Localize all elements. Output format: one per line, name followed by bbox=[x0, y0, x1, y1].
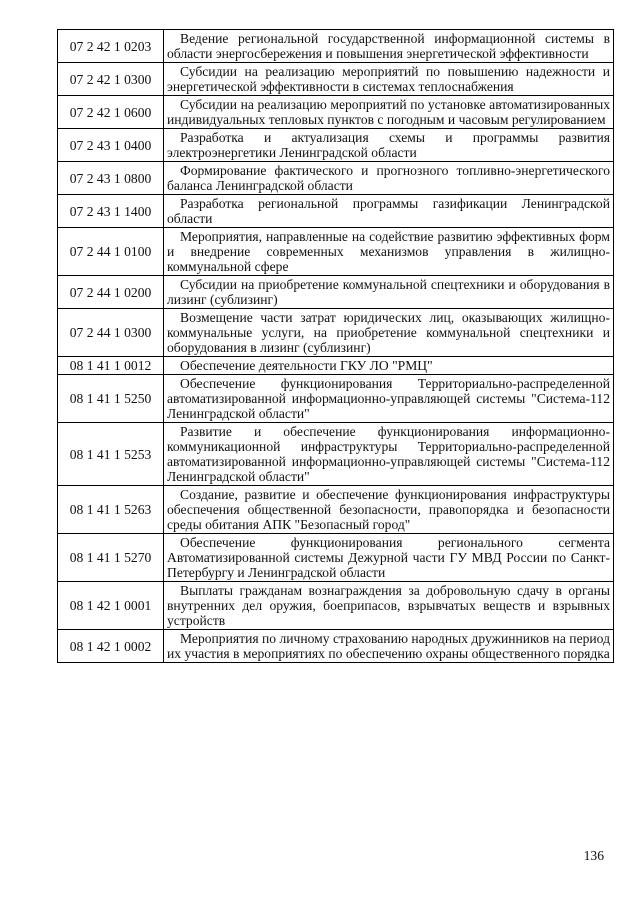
table-row bbox=[58, 309, 614, 357]
row-name-cell: Формирование фактического и прогнозного топливно-энергетического баланса Ленинградской области bbox=[164, 162, 614, 195]
row-code-cell: 07 2 43 1 0800 bbox=[58, 162, 164, 195]
row-name-cell: Развитие и обеспечение функционирования информационно-коммуникационной инфраструктуры Территориально-распределенной автоматизированной информационно-управляющей системы "Система-112 Ленинградской области" bbox=[164, 423, 614, 486]
row-code-cell: 07 2 43 1 0400 bbox=[58, 129, 164, 162]
row-code-cell: 08 1 42 1 0002 bbox=[58, 630, 164, 663]
table-row bbox=[58, 630, 614, 663]
table-row bbox=[58, 63, 614, 96]
row-name-cell: Субсидии на реализацию мероприятий по повышению надежности и энергетической эффективности в системах теплоснабжения bbox=[164, 63, 614, 96]
row-code-cell: 07 2 44 1 0300 bbox=[58, 309, 164, 357]
table-row bbox=[58, 276, 614, 309]
table-row bbox=[58, 534, 614, 582]
row-name-cell: Разработка и актуализация схемы и программы развития электроэнергетики Ленинградской области bbox=[164, 129, 614, 162]
row-name-cell: Мероприятия по личному страхованию народных дружинников на период их участия в мероприятиях по обеспечению охраны общественного порядка bbox=[164, 630, 614, 663]
table-row bbox=[58, 228, 614, 276]
row-name-cell: Обеспечение деятельности ГКУ ЛО "РМЦ" bbox=[164, 357, 614, 375]
row-code-cell: 07 2 43 1 1400 bbox=[58, 195, 164, 228]
table-row bbox=[58, 486, 614, 534]
row-code-cell: 07 2 42 1 0203 bbox=[58, 30, 164, 63]
budget-classification-table bbox=[57, 29, 614, 663]
row-code-cell: 07 2 42 1 0300 bbox=[58, 63, 164, 96]
row-code-cell: 07 2 44 1 0100 bbox=[58, 228, 164, 276]
table-row bbox=[58, 375, 614, 423]
row-name-cell: Обеспечение функционирования Территориально-распределенной автоматизированной информационно-управляющей системы "Система-112 Ленинградской области" bbox=[164, 375, 614, 423]
page-number: 136 bbox=[583, 848, 604, 863]
row-code-cell: 08 1 41 1 5270 bbox=[58, 534, 164, 582]
row-code-cell: 07 2 42 1 0600 bbox=[58, 96, 164, 129]
row-code-cell: 08 1 41 1 5250 bbox=[58, 375, 164, 423]
row-name-cell: Разработка региональной программы газификации Ленинградской области bbox=[164, 195, 614, 228]
row-name-cell: Мероприятия, направленные на содействие развитию эффективных форм и внедрение современных механизмов управления в жилищно-коммунальной сфере bbox=[164, 228, 614, 276]
table-row bbox=[58, 162, 614, 195]
row-name-cell: Обеспечение функционирования регионального сегмента Автоматизированной системы Дежурной части ГУ МВД России по Санкт-Петербургу и Ленинградской области bbox=[164, 534, 614, 582]
row-code-cell: 08 1 41 1 0012 bbox=[58, 357, 164, 375]
table-row bbox=[58, 195, 614, 228]
row-code-cell: 08 1 41 1 5263 bbox=[58, 486, 164, 534]
row-code-cell: 08 1 42 1 0001 bbox=[58, 582, 164, 630]
row-name-cell: Возмещение части затрат юридических лиц, оказывающих жилищно-коммунальные услуги, на приобретение коммунальной спецтехники и оборудования в лизинг (сублизинг) bbox=[164, 309, 614, 357]
row-name-cell: Ведение региональной государственной информационной системы в области энергосбережения и повышения энергетической эффективности bbox=[164, 30, 614, 63]
table-row bbox=[58, 582, 614, 630]
table-row bbox=[58, 96, 614, 129]
table-row bbox=[58, 30, 614, 63]
row-code-cell: 07 2 44 1 0200 bbox=[58, 276, 164, 309]
row-code-cell: 08 1 41 1 5253 bbox=[58, 423, 164, 486]
row-name-cell: Субсидии на приобретение коммунальной спецтехники и оборудования в лизинг (сублизинг) bbox=[164, 276, 614, 309]
table-body bbox=[58, 30, 614, 663]
row-name-cell: Субсидии на реализацию мероприятий по установке автоматизированных индивидуальных тепловых пунктов с погодным и часовым регулированием bbox=[164, 96, 614, 129]
row-name-cell: Создание, развитие и обеспечение функционирования инфраструктуры обеспечения общественной безопасности, правопорядка и безопасности среды обитания АПК "Безопасный город" bbox=[164, 486, 614, 534]
table-row bbox=[58, 357, 614, 375]
table-row bbox=[58, 423, 614, 486]
table-row bbox=[58, 129, 614, 162]
row-name-cell: Выплаты гражданам вознаграждения за добровольную сдачу в органы внутренних дел оружия, боеприпасов, взрывчатых веществ и взрывных устройств bbox=[164, 582, 614, 630]
